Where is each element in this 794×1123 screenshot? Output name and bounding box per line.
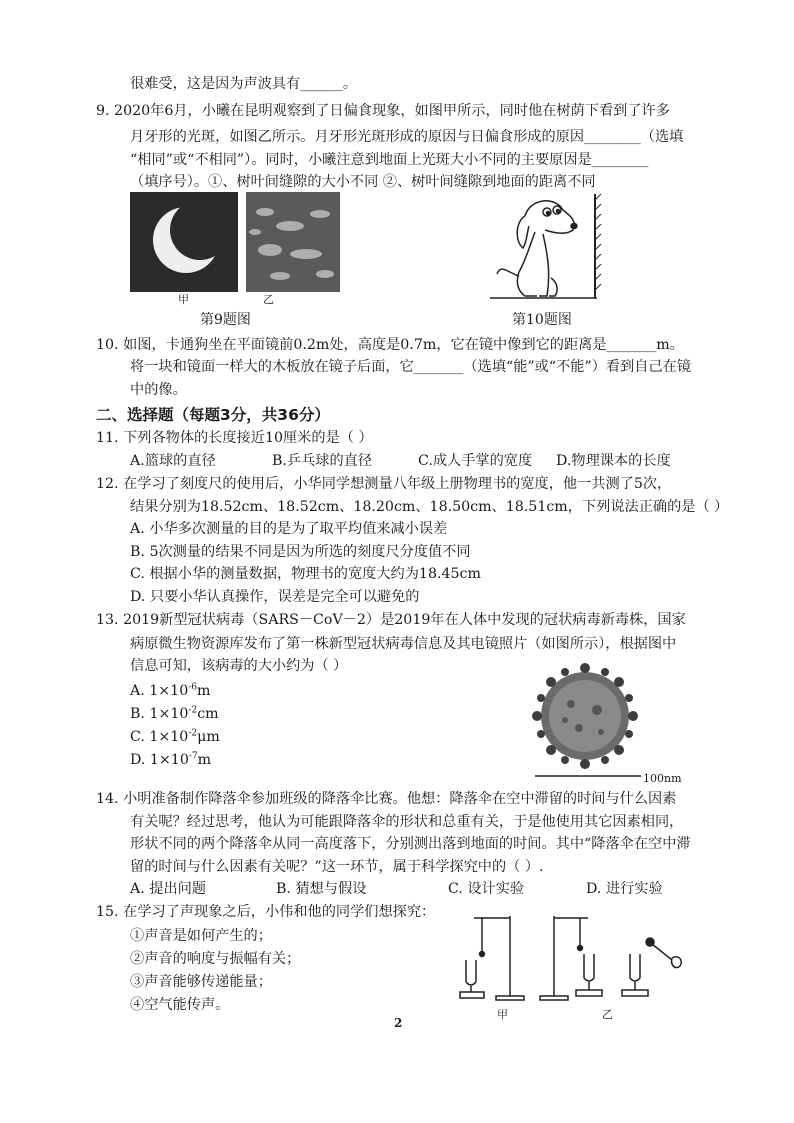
fig9-label-yi: 乙: [263, 293, 274, 306]
q11-option-c: C.成人手掌的宽度: [418, 453, 533, 469]
q14-option-a: A. 提出问题: [130, 881, 207, 897]
q14-option-d: D. 进行实验: [586, 881, 663, 897]
q13-line-3: 信息可知，该病毒的大小约为（ ）: [130, 658, 348, 674]
apparatus-jia: [460, 916, 524, 1000]
q14-line-2: 有关呢？经过思考，他认为可能跟降落伞的形状和总重有关，于是他使用其它因素相同，: [130, 814, 684, 830]
q14-line-4: 留的时间与什么因素有关呢？”这一环节，属于科学探究中的（ ）.: [130, 859, 544, 875]
eclipse-photos: [130, 192, 340, 292]
fig9-caption: 第9题图: [200, 312, 251, 328]
q15-item-3: ③声音能够传递能量；: [130, 974, 272, 990]
q10-line-3: 中的像。: [130, 382, 187, 398]
section-2-heading: 二、选择题（每题3分，共36分）: [96, 406, 330, 424]
q14-option-c: C. 设计实验: [448, 881, 525, 897]
cartoon-dog-icon: [497, 201, 577, 296]
q11-stem: 11. 下列各物体的长度接近10厘米的是（ ）: [96, 430, 373, 446]
q14-option-b: B. 猜想与假设: [276, 881, 367, 897]
apparatus-yi: [540, 916, 681, 1000]
fig9-label-jia: 甲: [178, 293, 189, 306]
q9-line-1: 9. 2020年6月，小曦在昆明观察到了日偏食现象，如图甲所示，同时他在树荫下看到了许多: [96, 103, 670, 119]
q11-option-d: D.物理课本的长度: [556, 453, 671, 469]
fig15-label-jia: 甲: [497, 1008, 508, 1021]
fig15-label-yi: 乙: [602, 1008, 613, 1021]
q9-line-3: “相同”或“不相同”）。同时，小曦注意到地面上光斑大小不同的主要原因是________: [130, 152, 649, 168]
q13-option-b: B. $1\times 10^{-2}cm$: [130, 705, 219, 722]
q13-line-2: 病原微生物资源库发布了第一株新型冠状病毒信息及其电镜照片（如图所示），根据图中: [130, 636, 677, 652]
fig10-caption: 第10题图: [512, 312, 572, 328]
q15-item-4: ④空气能传声。: [130, 997, 230, 1013]
figure-9: [130, 192, 340, 296]
q12-option-d: D. 只要小华认真操作，误差是完全可以避免的: [130, 589, 420, 605]
q12-line-2: 结果分别为18.52cm、18.52cm、18.20cm、18.50cm、18.51cm，下列说法正确的是（ ）: [130, 499, 729, 515]
tuning-fork-apparatus: [452, 912, 692, 1004]
scale-bar-label: 100nm: [643, 772, 682, 785]
q9-line-2: 月牙形的光斑，如图乙所示。月牙形光斑形成的原因与日偏食形成的原因________（选填: [130, 129, 684, 145]
q14-line-1: 14. 小明准备制作降落伞参加班级的降落伞比赛。他想：降落伞在空中滞留的时间与什么因素: [96, 791, 677, 807]
q9-line-4: （填序号）。①、树叶间缝隙的大小不同 ②、树叶间缝隙到地面的距离不同: [130, 174, 596, 190]
figure-10: [485, 192, 610, 306]
q15-item-2: ②声音的响度与振幅有关；: [130, 951, 301, 967]
figure-15: [452, 912, 692, 1008]
virus-micrograph: [505, 658, 675, 778]
q12-line-1: 12. 在学习了刻度尺的使用后，小华同学想测量八年级上册物理书的宽度，他一共测了5次，: [96, 476, 672, 492]
dog-mirror-drawing: [485, 192, 610, 302]
q13-option-c: C. $1\times 10^{-2}\mu m$: [130, 728, 220, 745]
q15-item-1: ①声音是如何产生的；: [130, 928, 272, 944]
q11-option-a: A.篮球的直径: [130, 453, 216, 469]
q12-option-a: A. 小华多次测量的目的是为了取平均值来减小误差: [130, 521, 448, 537]
virus-icon: [532, 663, 638, 769]
q12-option-b: B. 5次测量的结果不同是因为所选的刻度尺分度值不同: [130, 544, 471, 560]
q11-option-b: B.乒乓球的直径: [272, 453, 373, 469]
q14-line-3: 形状不同的两个降落伞从同一高度落下，分别测出落到地面的时间。其中“降落伞在空中滞: [130, 836, 691, 852]
q13-line-1: 13. 2019新型冠状病毒（SARS－CoV－2）是2019年在人体中发现的冠状病毒新毒株，国家: [96, 612, 686, 628]
q13-option-a: A. $1\times 10^{-6}m$: [130, 682, 211, 699]
q13-option-d: D. $1\times 10^{-7}m$: [130, 751, 212, 768]
q10-line-2: 将一块和镜面一样大的木板放在镜子后面，它_______（选填“能”或“不能”）看到自己在镜: [130, 359, 692, 375]
q12-option-c: C. 根据小华的测量数据，物理书的宽度大约为18.45cm: [130, 566, 481, 582]
q15-stem: 15. 在学习了声现象之后，小伟和他的同学们想探究：: [96, 904, 436, 920]
figure-13: [505, 658, 675, 782]
page-number: 2: [394, 1016, 403, 1030]
q10-line-1: 10. 如图，卡通狗坐在平面镜前0.2m处，高度是0.7m，它在镜中像到它的距离是_______m。: [96, 337, 684, 353]
q8-continuation: 很难受，这是因为声波具有______。: [130, 76, 358, 92]
